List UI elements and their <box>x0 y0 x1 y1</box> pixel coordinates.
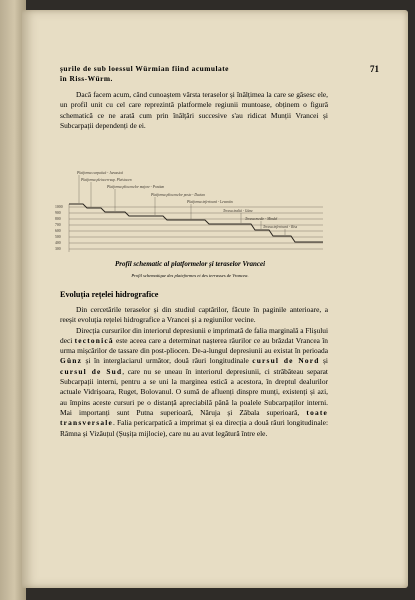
label-riss: Terasa inferioară - Riss <box>263 225 298 229</box>
p3-part-4: și în interglaciarul următor, două râuri longitudinale <box>82 356 253 366</box>
p3-emph-tectonica: tectonică <box>74 335 114 345</box>
p3-emph-curs-nord: cursul de Nord <box>252 356 320 366</box>
p3-part-0: Direcția cursurilor din interiorul depresiunii e imprimată de falia marginală a Flișului deci <box>60 325 328 345</box>
y-tick-400: 400 <box>55 241 61 245</box>
label-levantin: Platforma inferioară - Levantin <box>187 200 233 204</box>
section-body <box>60 305 328 439</box>
y-tick-700: 700 <box>55 223 61 227</box>
label-dacian: Platforma pliocenelor poste - Dacian <box>151 193 205 197</box>
label-gunz: Terasa inaltă - Günz <box>223 209 253 213</box>
figure-caption-french: Profil schematique des plateformes et des terrasses de Vrancea. <box>131 273 249 278</box>
paragraph-2: Din cercetările teraselor și din studiul captărilor, făcute în paginile anterioare, a reeșit evoluția rețelei hidrografice a Vrancei și a regiunilor vecine. <box>60 305 328 325</box>
figure-caption: Profil schematic al platformelor și teraselor Vrancei <box>114 260 266 268</box>
y-tick-300: 300 <box>55 247 61 251</box>
intro-line-2: în Riss-Würm. <box>60 74 113 84</box>
p3-part-10: . Falia pericarpatică a imprimat și ea direcția a două râuri longitudinale: Râmna și Vizăuțul (Șușița mijlocie), care nu au avut legătură între ele. <box>60 418 328 438</box>
p3-emph-transversale: toate transversale <box>60 407 328 428</box>
p3-part-8: , care nu se uneau în interiorul depresiunii, ci străbăteau separat Subcarpații interni, pentru a se uni la marginea estică a acestora, în dreptul dealurilor actuale Vidrișoara, Ruget, Bolovanul. O sumă de afluenți dinspre munți, existenți și azi, au împins aceste cursuri pe o distanță apreciabilă până la poalele Subcarpaților interni. Mai importanți sunt Putna superioară, Năruja și Zăbala superioară, <box>60 366 328 417</box>
label-jurassica: Platforma carpatică - Jurassică <box>77 171 124 175</box>
intro-line-1: șurile de sub loessul Würmian fiind acumulate <box>60 64 229 73</box>
section-heading: Evoluția rețelei hidrografice <box>60 290 159 299</box>
y-tick-900: 900 <box>55 211 61 215</box>
paragraph-1: Dacă facem acum, când cunoaștem vârsta teraselor și înălțimea la care se găsesc ele, un profil unit cu cel care reprezintă platformele regiunii muntoase, obținem o figură schematică ce ne arată cum prin înălțări succesive s'au ridicat Munții Vrancei și Subcarpații dependenți de ei. <box>60 90 328 130</box>
y-tick-1000: 1000 <box>55 205 63 209</box>
y-tick-800: 800 <box>55 217 61 221</box>
p3-emph-gunz: Günz <box>60 356 83 366</box>
p3-emph-curs-sud: cursul de Sud <box>60 366 123 376</box>
paragraph-profile <box>60 90 328 131</box>
p3-part-6: și <box>319 356 328 366</box>
label-mindel: Terasa medie - Mindel <box>245 217 278 221</box>
y-tick-600: 600 <box>55 229 61 233</box>
profile-line <box>69 204 323 242</box>
paragraph-3 <box>60 326 328 439</box>
page-number: 71 <box>370 64 379 74</box>
intro-text <box>60 64 328 85</box>
label-pleistocen: Platforma pleiocen-sup. Pleistocen <box>81 178 132 182</box>
y-tick-500: 500 <box>55 235 61 239</box>
p3-part-2: este aceea care a determinat nașterea râurilor ce au brăzdat Vrancea în urma mișcărilor de tassare din post-pliocen. De-a-lungul depresiunii au existat în perioada <box>60 335 328 356</box>
label-pontian: Platforma pliocenelor majore - Pontian <box>107 185 165 189</box>
profile-diagram <box>55 168 325 260</box>
